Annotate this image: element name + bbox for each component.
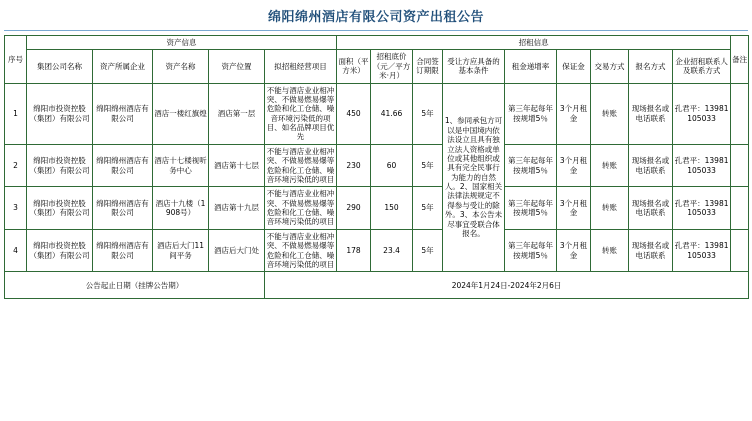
cell-seq: 1 (5, 83, 27, 144)
header-seq: 序号 (5, 36, 27, 84)
cell-asset-location: 酒店后大门处 (209, 229, 265, 272)
header-asset-name: 资产名称 (153, 50, 209, 83)
cell-term: 5年 (413, 229, 443, 272)
cell-base-price: 23.4 (371, 229, 413, 272)
cell-business-items: 不能与酒店业业相冲突、不做易燃易爆等危险和化工仓储、噪音环境污染低的项目 (265, 187, 337, 230)
header-asset-location: 资产位置 (209, 50, 265, 83)
cell-remark (731, 229, 749, 272)
cell-asset-name: 酒店十七楼视听务中心 (153, 144, 209, 187)
cell-trade-mode: 转账 (591, 144, 629, 187)
header-conditions: 受让方应具备的基本条件 (443, 50, 505, 83)
table-row (5, 144, 749, 187)
cell-signup-mode: 现场报名或电话联系 (629, 187, 673, 230)
cell-remark (731, 83, 749, 144)
cell-deposit: 3个月租金 (557, 229, 591, 272)
cell-term: 5年 (413, 187, 443, 230)
cell-owner-enterprise: 绵阳绵州酒店有限公司 (93, 144, 153, 187)
cell-deposit: 3个月租金 (557, 83, 591, 144)
cell-group-company: 绵阳市投资控股（集团）有限公司 (27, 144, 93, 187)
cell-term: 5年 (413, 144, 443, 187)
header-owner-enterprise: 资产所属企业 (93, 50, 153, 83)
header-area: 面积（平方米） (337, 50, 371, 83)
header-group-lease: 招租信息 (337, 36, 731, 50)
cell-asset-name: 酒店后大门11间平务 (153, 229, 209, 272)
cell-contact: 孔君平：13981105033 (673, 187, 731, 230)
cell-trade-mode: 转账 (591, 83, 629, 144)
header-group-company: 集团公司名称 (27, 50, 93, 83)
cell-signup-mode: 现场报名或电话联系 (629, 83, 673, 144)
asset-lease-table (4, 35, 749, 299)
title-divider (4, 30, 748, 31)
cell-seq: 2 (5, 144, 27, 187)
table-row (5, 229, 749, 272)
cell-group-company: 绵阳市投资控股（集团）有限公司 (27, 229, 93, 272)
cell-rent-increase: 第三年起每年按规增5％ (505, 229, 557, 272)
cell-group-company: 绵阳市投资控股（集团）有限公司 (27, 83, 93, 144)
cell-trade-mode: 转账 (591, 229, 629, 272)
cell-signup-mode: 现场报名或电话联系 (629, 144, 673, 187)
notice-row (5, 272, 749, 299)
cell-rent-increase: 第三年起每年按规增5％ (505, 83, 557, 144)
cell-asset-location: 酒店第十七层 (209, 144, 265, 187)
cell-group-company: 绵阳市投资控股（集团）有限公司 (27, 187, 93, 230)
header-contact: 企业招租联系人及联系方式 (673, 50, 731, 83)
header-group-asset: 资产信息 (27, 36, 337, 50)
cell-deposit: 3个月租金 (557, 144, 591, 187)
cell-area: 290 (337, 187, 371, 230)
cell-owner-enterprise: 绵阳绵州酒店有限公司 (93, 229, 153, 272)
cell-seq: 3 (5, 187, 27, 230)
cell-asset-name: 酒店一楼红旗煌 (153, 83, 209, 144)
cell-rent-increase: 第三年起每年按规增5％ (505, 144, 557, 187)
cell-area: 230 (337, 144, 371, 187)
table-header-row-1 (5, 36, 749, 50)
cell-term: 5年 (413, 83, 443, 144)
cell-asset-location: 酒店第十九层 (209, 187, 265, 230)
cell-base-price: 41.66 (371, 83, 413, 144)
header-signup-mode: 报名方式 (629, 50, 673, 83)
header-term: 合同签订期限 (413, 50, 443, 83)
header-business-items: 拟招租经营项目 (265, 50, 337, 83)
notice-label: 公告起止日期（挂牌公告期） (5, 272, 265, 299)
cell-remark (731, 187, 749, 230)
table-row (5, 83, 749, 144)
cell-asset-name: 酒店十九楼（1908号） (153, 187, 209, 230)
header-base-price: 招租底价（元／平方米·月） (371, 50, 413, 83)
cell-deposit: 3个月租金 (557, 187, 591, 230)
header-remark: 备注 (731, 36, 749, 84)
cell-owner-enterprise: 绵阳绵州酒店有限公司 (93, 187, 153, 230)
cell-conditions-merged: 1、参同承包方可以是中国境内依法设立且具有独立法人资格或单位或其他组织或具有完全民事行为能力的自然人。2、国家相关法律法规规定不得参与受让的除外。3、本公告未尽事宜受联合体报名。 (443, 83, 505, 272)
cell-asset-location: 酒店第一层 (209, 83, 265, 144)
cell-trade-mode: 转账 (591, 187, 629, 230)
cell-rent-increase: 第三年起每年按规增5％ (505, 187, 557, 230)
notice-value: 2024年1月24日-2024年2月6日 (265, 272, 749, 299)
cell-area: 178 (337, 229, 371, 272)
cell-signup-mode: 现场报名或电话联系 (629, 229, 673, 272)
cell-seq: 4 (5, 229, 27, 272)
header-rent-increase: 租金递增率 (505, 50, 557, 83)
cell-base-price: 150 (371, 187, 413, 230)
header-trade-mode: 交易方式 (591, 50, 629, 83)
cell-business-items: 不能与酒店业业相冲突、不做易燃易爆等危险和化工仓储、噪音环境污染低的项目 (265, 229, 337, 272)
cell-business-items: 不能与酒店业业相冲突、不做易燃易爆等危险和化工仓储、噪音环境污染低的项目、如名品牌项目优先 (265, 83, 337, 144)
cell-area: 450 (337, 83, 371, 144)
cell-contact: 孔君平：13981105033 (673, 144, 731, 187)
table-row (5, 187, 749, 230)
cell-business-items: 不能与酒店业业相冲突、不做易燃易爆等危险和化工仓储、噪音环境污染低的项目 (265, 144, 337, 187)
cell-contact: 孔君平：13981105033 (673, 83, 731, 144)
cell-remark (731, 144, 749, 187)
cell-owner-enterprise: 绵阳绵州酒店有限公司 (93, 83, 153, 144)
page-title: 绵阳绵州酒店有限公司资产出租公告 (267, 10, 484, 25)
cell-contact: 孔君平：13981105033 (673, 229, 731, 272)
header-deposit: 保证金 (557, 50, 591, 83)
cell-base-price: 60 (371, 144, 413, 187)
